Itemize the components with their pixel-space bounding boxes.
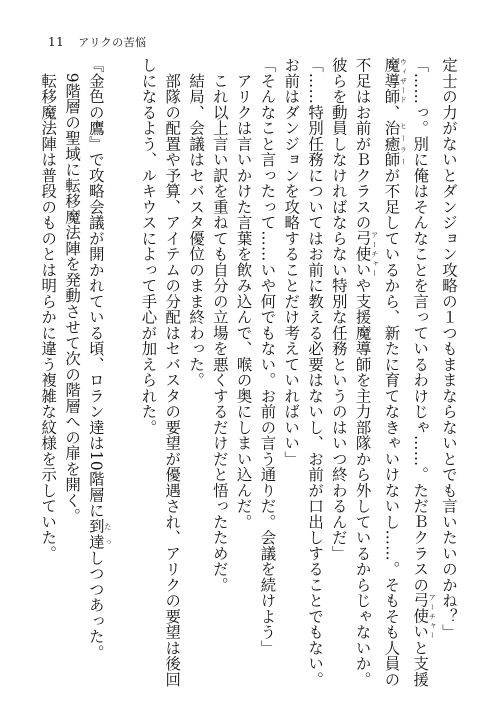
text-segment: 階層に xyxy=(86,471,105,519)
text-segment: が不足しているから、新たに育てなきゃいけないし……。そもそも人員の xyxy=(382,167,401,687)
ruby-reading: アーチャー xyxy=(428,592,437,640)
text-line xyxy=(35,57,59,642)
text-line xyxy=(326,57,350,642)
ruby-reading: ウィザード xyxy=(399,57,408,105)
text-segment: 「……っ。別に俺はそんなことを言っているわけじゃ……。ただＢクラスの xyxy=(411,57,430,593)
vertical-text-body xyxy=(39,57,460,687)
text-segment: 彼らを動員しなければならない特別な任務というのはいつ終わるんだ」 xyxy=(329,57,348,561)
text-line xyxy=(379,57,408,687)
text-line xyxy=(159,57,183,687)
text-line xyxy=(83,57,112,661)
ruby-reading: アーチャー xyxy=(370,230,379,278)
text-line xyxy=(278,57,302,642)
text-segment: 転移魔法陣は普段のものとは明らかに違う複雑な紋様を示していた。 xyxy=(39,57,58,561)
text-line xyxy=(183,57,207,642)
text-line xyxy=(407,57,437,687)
text-segment: しつつあった。 xyxy=(86,549,105,661)
text-segment: これ以上言い訳を重ねても自分の立場を悪くするだけだと悟ったためだ。 xyxy=(210,57,229,593)
text-segment: 9階層の聖域に転移魔法陣を発動させて次の階層への扉を開く。 xyxy=(63,57,82,524)
text-segment: と支援 xyxy=(411,639,430,687)
text-segment: や支援魔導師を主力部隊から外しているからじゃないか。 xyxy=(353,277,372,687)
text-segment: 『金色の鷹』で攻略会議が開かれている頃、ロラン達は10 xyxy=(86,57,105,472)
text-line xyxy=(350,57,379,687)
ruby-reading: ヒーラー xyxy=(399,120,408,168)
text-line xyxy=(302,57,326,687)
ruby-word: 弓使い アーチャー xyxy=(411,592,437,640)
text-line xyxy=(59,57,83,642)
ruby-word: 到達 たっ xyxy=(86,518,112,550)
page-header xyxy=(48,34,147,50)
text-line xyxy=(207,57,231,642)
text-line xyxy=(255,57,279,656)
ruby-word: 治癒師 ヒーラー xyxy=(382,120,408,168)
text-segment: アリクは言いかけた言葉を飲み込んで、喉の奥にしまい込んだ。 xyxy=(234,57,253,530)
scene-break xyxy=(112,57,136,642)
text-line xyxy=(136,57,160,642)
text-segment: 不足はお前がＢクラスの xyxy=(353,57,372,231)
text-line xyxy=(436,57,460,642)
chapter-title: アリクの苦悩 xyxy=(78,36,147,49)
text-line xyxy=(231,57,255,642)
ruby-word: 魔導師 ウィザード xyxy=(382,57,408,105)
text-segment: 「そんなこと言ったって……いや何でもない。お前の言う通りだ。会議を続けよう」 xyxy=(258,57,277,656)
text-segment: 部隊の配置や予算、アイテムの分配はセバスタの要望が優遇され、アリクの要望は後回 xyxy=(163,57,182,687)
text-segment: 「……特別任務についてはお前に教える必要はないし、お前が口出しすることでもない。 xyxy=(306,57,325,687)
text-segment: 結局、会議はセバスタ優位のまま終わった。 xyxy=(187,57,206,388)
page-number: 11 xyxy=(48,35,65,49)
text-segment: お前はダンジョンを攻略することだけ考えていればいい」 xyxy=(282,57,301,467)
text-segment: 定士の力がないとダンジョン攻略の１つもままならないとでも言いたいのかね？」 xyxy=(440,57,458,640)
text-segment: しになるよう、ルキウスによって手心が加えられた。 xyxy=(139,57,158,435)
text-segment: 、 xyxy=(382,104,401,120)
ruby-word: 弓使い アーチャー xyxy=(353,230,379,278)
ruby-reading: たっ xyxy=(103,518,112,550)
